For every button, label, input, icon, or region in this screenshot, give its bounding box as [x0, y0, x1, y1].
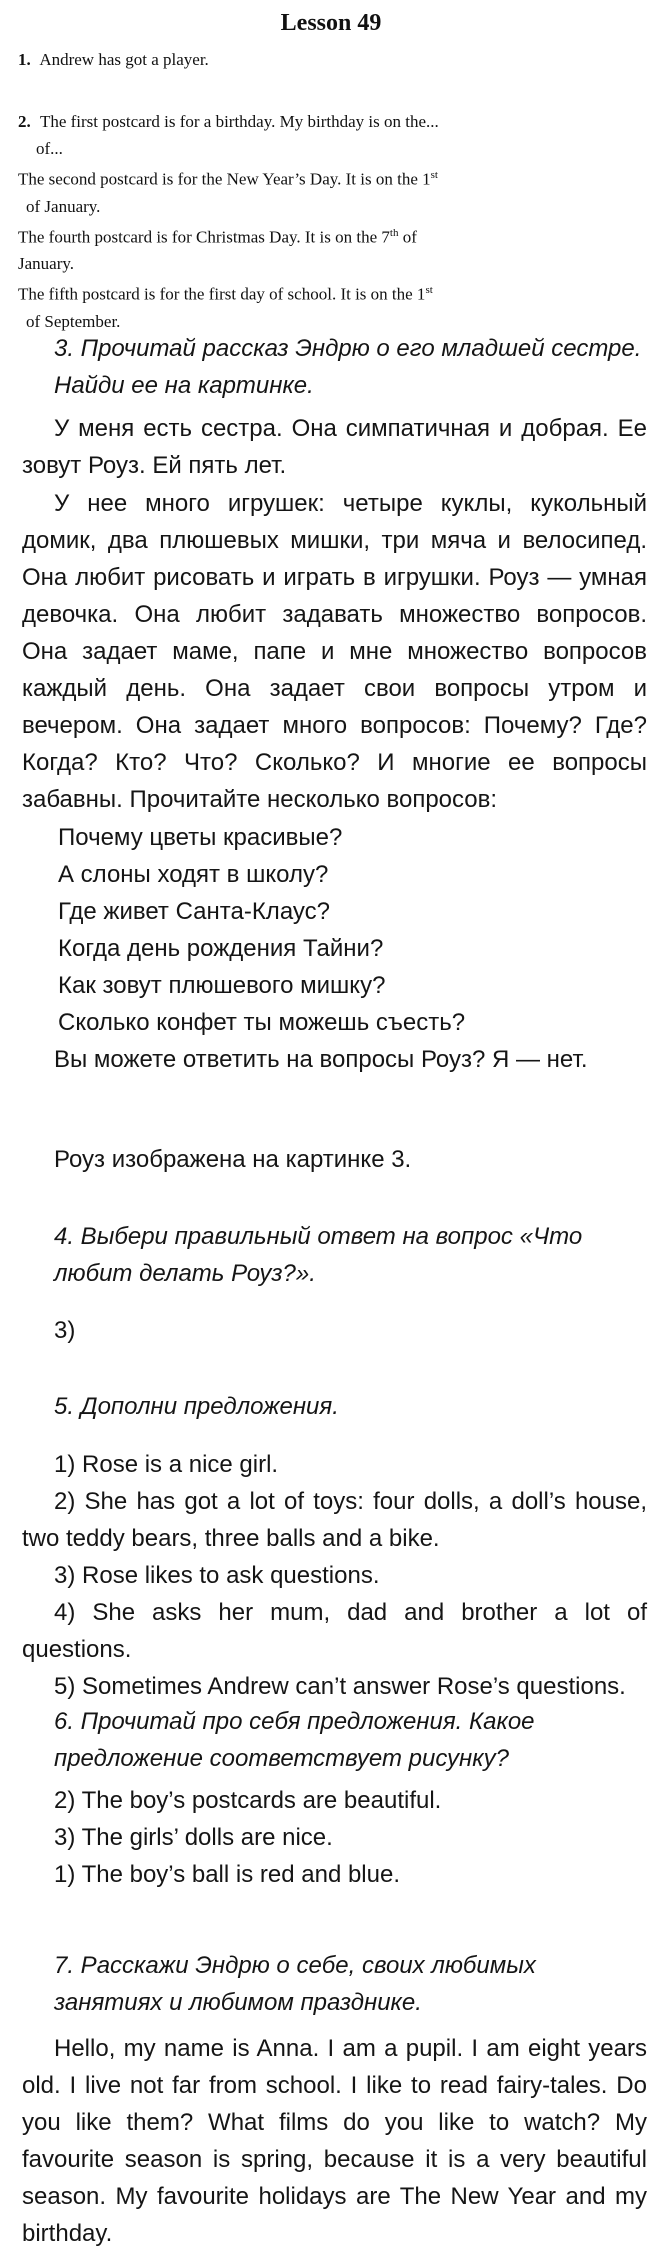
- exercise-1-text: Andrew has got a player.: [39, 50, 209, 69]
- exercise-7-heading: 7. Расскажи Эндрю о себе, своих любимых занятиях и любимом празднике.: [54, 1952, 536, 2016]
- exercise-2-line-5: The fourth postcard is for Christmas Day. It is on the 7th of: [18, 226, 417, 247]
- exercise-6-heading: 6. Прочитай про себя предложения. Какое предложение соответствует рисунку?: [54, 1708, 535, 1772]
- question-item: Сколько конфет ты можешь съесть?: [58, 1009, 466, 1036]
- exercise-5-list: [22, 1446, 647, 1705]
- sentence-item: 4) She asks her mum, dad and brother a lot of questions.: [22, 1599, 647, 1663]
- exercise-3-paragraph-2: У нее много игрушек: четыре куклы, кукольный домик, два плюшевых мишки, три мяча и велосипед. Она любит рисовать и играть в игрушки. Роуз — умная девочка. Она любит задавать множество вопросов. Она задает маме, папе и мне множество вопросов каждый день. Она задает свои вопросы утром и вечером. Она задает много вопросов: Почему? Где? Когда? Кто? Что? Сколько? И многие ее вопросы забавны. Прочитайте несколько вопросов:: [22, 490, 647, 813]
- lesson-title: Lesson 49: [280, 10, 382, 36]
- exercise-2-line-8: of September.: [26, 311, 121, 331]
- exercise-2: [18, 108, 638, 335]
- exercise-1-number: 1.: [18, 50, 31, 69]
- sentence-item: 2) She has got a lot of toys: four dolls, a doll’s house, two teddy bears, three balls and a bike.: [22, 1488, 647, 1552]
- exercise-2-number: 2.: [18, 112, 31, 131]
- exercise-2-line-6: January.: [18, 254, 75, 274]
- exercise-4-answer: 3): [54, 1317, 76, 1344]
- question-item: Почему цветы красивые?: [58, 824, 343, 851]
- exercise-3-paragraph-1: У меня есть сестра. Она симпатичная и добрая. Ее зовут Роуз. Ей пять лет.: [22, 415, 647, 479]
- sentence-item: 5) Sometimes Andrew can’t answer Rose’s questions.: [54, 1673, 626, 1700]
- exercise-7-text: Hello, my name is Anna. I am a pupil. I am eight years old. I live not far from school. I like to read fairy-tales. Do you like them? What films do you like to watch? My favourite season is spring, because it is a very beautiful season. My favourite holidays are The New Year and my birthday.: [22, 2035, 647, 2247]
- exercise-2-line-4: of January.: [26, 196, 101, 216]
- exercise-1: [18, 46, 638, 73]
- exercise-6-list: [54, 1782, 644, 1893]
- sentence-item: 3) The girls’ dolls are nice.: [54, 1824, 333, 1851]
- sentence-item: 1) Rose is a nice girl.: [54, 1451, 279, 1478]
- exercise-2-line-3: The second postcard is for the New Year’s Day. It is on the 1st: [18, 169, 438, 189]
- question-item: Где живет Санта-Клаус?: [58, 898, 330, 925]
- sentence-item: 1) The boy’s ball is red and blue.: [54, 1861, 400, 1888]
- question-item: Когда день рождения Тайни?: [58, 935, 384, 962]
- sentence-item: 3) Rose likes to ask questions.: [54, 1562, 380, 1589]
- exercise-3-answer: Роуз изображена на картинке 3.: [54, 1146, 412, 1173]
- sentence-item: 2) The boy’s postcards are beautiful.: [54, 1787, 442, 1814]
- exercise-2-line-1: 2. The first postcard is for a birthday. My birthday is on the...: [18, 108, 638, 135]
- exercise-3-heading: 3. Прочитай рассказ Эндрю о его младшей сестре. Найди ее на картинке.: [54, 335, 642, 399]
- exercise-4-heading: 4. Выбери правильный ответ на вопрос «Что любит делать Роуз?».: [54, 1223, 583, 1287]
- question-item: Как зовут плюшевого мишку?: [58, 972, 386, 999]
- exercise-2-line-2: of...: [36, 139, 63, 158]
- exercise-5-heading: 5. Дополни предложения.: [54, 1393, 339, 1420]
- question-item: А слоны ходят в школу?: [58, 861, 329, 888]
- exercise-2-line-7: The fifth postcard is for the first day of school. It is on the 1st: [18, 284, 433, 304]
- exercise-3-closing: Вы можете ответить на вопросы Роуз? Я — нет.: [54, 1046, 588, 1073]
- exercise-3-questions: [22, 819, 647, 1041]
